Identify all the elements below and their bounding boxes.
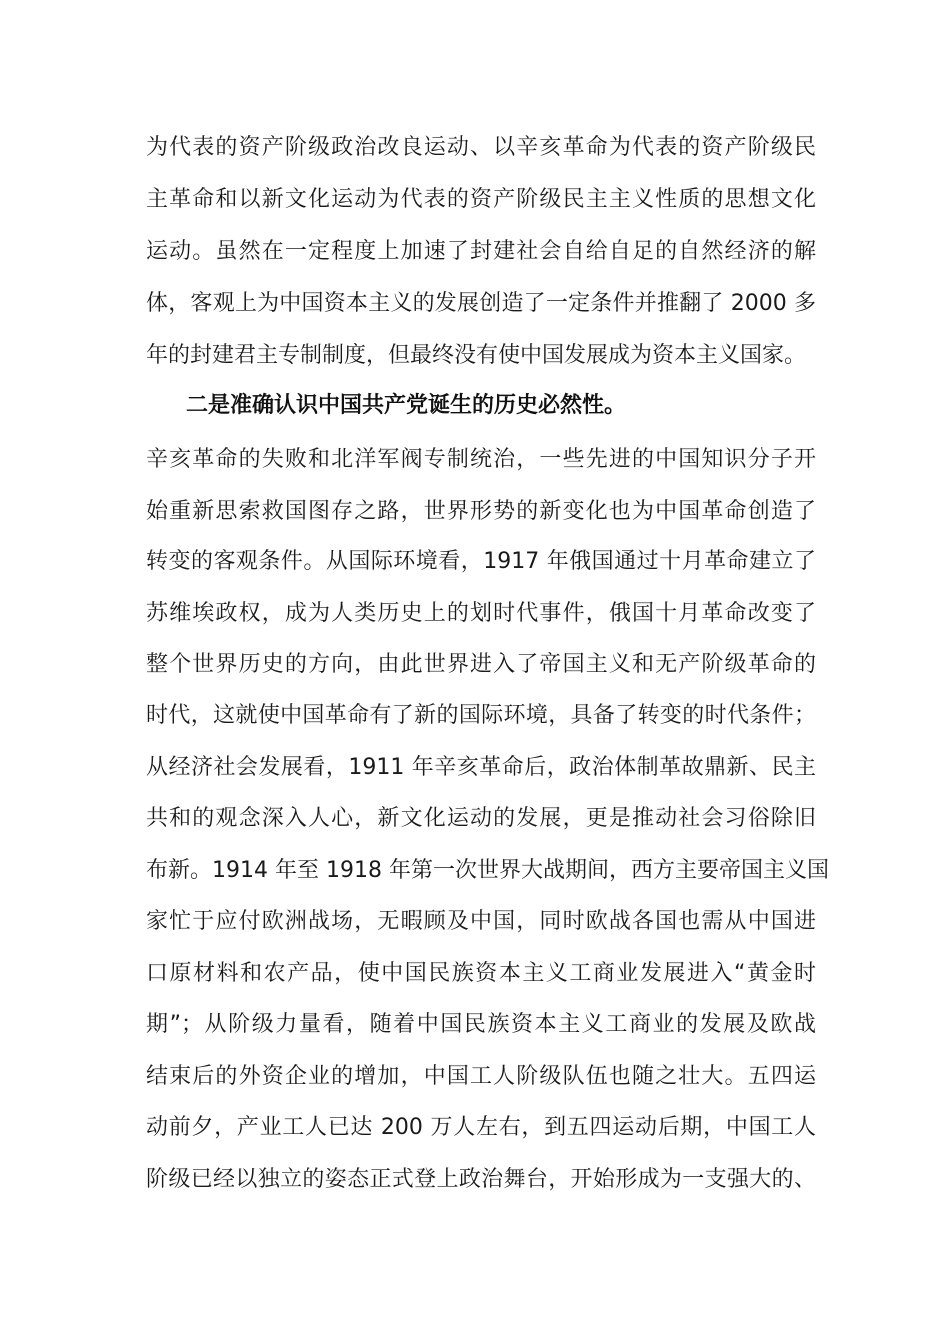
- paragraph-2-line: 时代，这就使中国革命有了新的国际环境，具备了转变的时代条件；: [146, 703, 816, 728]
- paragraph-2-line: 转变的客观条件。从国际环境看，1917 年俄国通过十月革命建立了: [146, 549, 816, 574]
- paragraph-2-line: 口原材料和农产品，使中国民族资本主义工商业发展进入“黄金时: [146, 961, 816, 986]
- paragraph-2-line: 从经济社会发展看，1911 年辛亥革命后，政治体制革故鼎新、民主: [146, 755, 816, 780]
- paragraph-2-line: 布新。1914 年至 1918 年第一次世界大战期间，西方主要帝国主义国: [146, 858, 829, 883]
- paragraph-1-line: 为代表的资产阶级政治改良运动、以辛亥革命为代表的资产阶级民: [146, 135, 816, 160]
- paragraph-2-line: 整个世界历史的方向，由此世界进入了帝国主义和无产阶级革命的: [146, 652, 816, 677]
- paragraph-2-line: 期”；从阶级力量看，随着中国民族资本主义工商业的发展及欧战: [146, 1012, 816, 1037]
- paragraph-2-line: 共和的观念深入人心，新文化运动的发展，更是推动社会习俗除旧: [146, 806, 816, 831]
- section-heading: 二是准确认识中国共产党诞生的历史必然性。: [186, 393, 627, 418]
- paragraph-2-line: 始重新思索救国图存之路，世界形势的新变化也为中国革命创造了: [146, 499, 816, 524]
- paragraph-1-line: 体，客观上为中国资本主义的发展创造了一定条件并推翻了 2000 多: [146, 291, 816, 316]
- paragraph-2-line: 辛亥革命的失败和北洋军阀专制统治，一些先进的中国知识分子开: [146, 447, 816, 472]
- paragraph-2-line: 家忙于应付欧洲战场，无暇顾及中国，同时欧战各国也需从中国进: [146, 909, 816, 934]
- paragraph-1-line: 年的封建君主专制制度，但最终没有使中国发展成为资本主义国家。: [146, 343, 807, 368]
- paragraph-2-line: 阶级已经以独立的姿态正式登上政治舞台，开始形成为一支强大的、: [146, 1167, 816, 1192]
- paragraph-2-line: 动前夕，产业工人已达 200 万人左右，到五四运动后期，中国工人: [146, 1115, 816, 1140]
- paragraph-1-line: 运动。虽然在一定程度上加速了封建社会自给自足的自然经济的解: [146, 239, 816, 264]
- paragraph-2-line: 结束后的外资企业的增加，中国工人阶级队伍也随之壮大。五四运: [146, 1064, 816, 1089]
- paragraph-1-line: 主革命和以新文化运动为代表的资产阶级民主主义性质的思想文化: [146, 187, 816, 212]
- paragraph-2-line: 苏维埃政权，成为人类历史上的划时代事件，俄国十月革命改变了: [146, 601, 816, 626]
